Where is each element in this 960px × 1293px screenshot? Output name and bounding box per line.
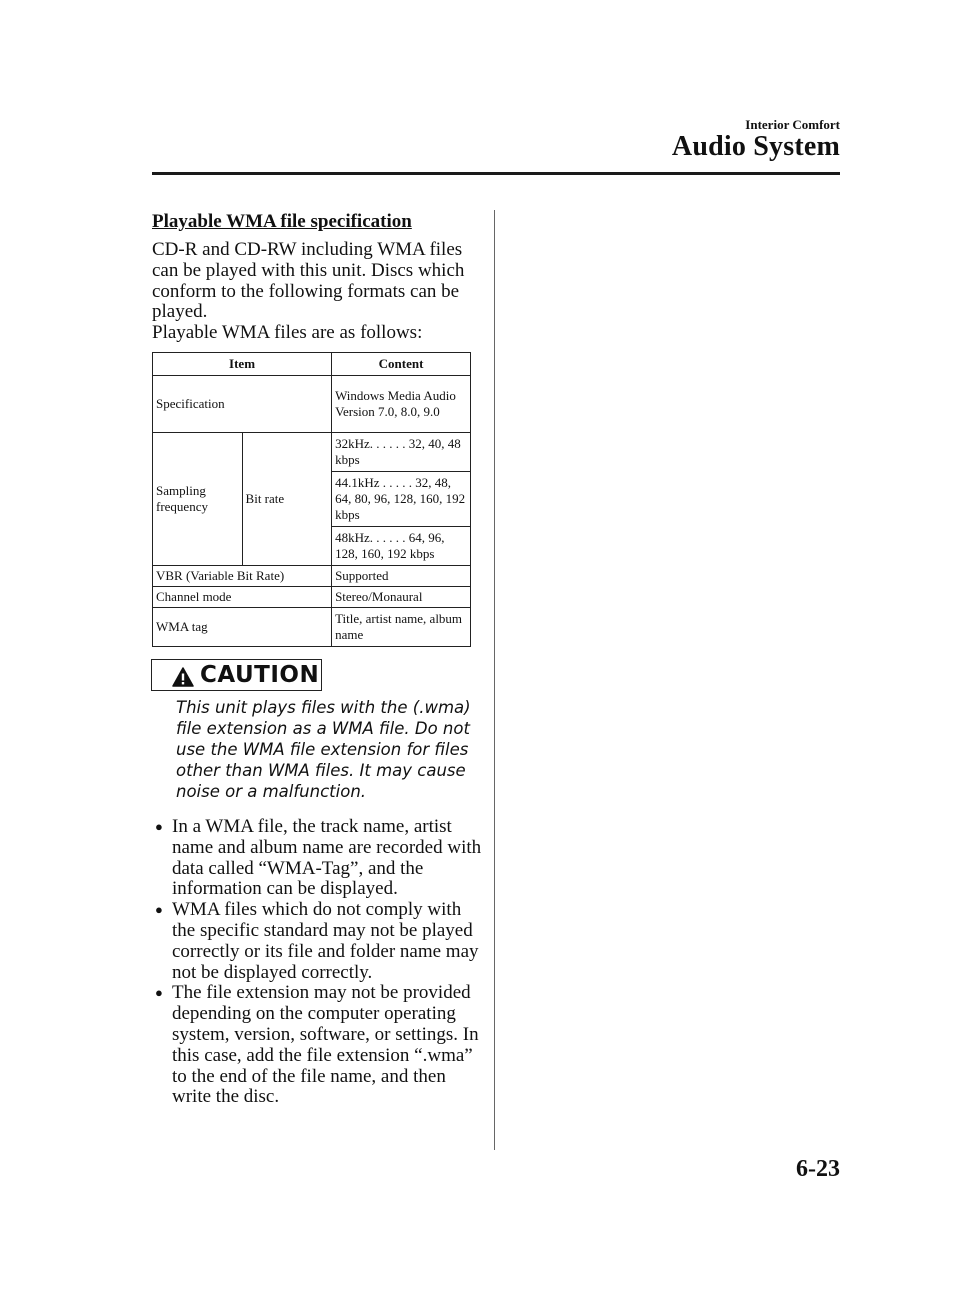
- row-label: WMA tag: [153, 608, 332, 647]
- table-row: [153, 376, 471, 433]
- row-label: VBR (Variable Bit Rate): [153, 566, 332, 587]
- list-item: [152, 983, 482, 1108]
- chapter-heading: Interior Comfort: [745, 117, 840, 132]
- row-value: 44.1kHz . . . . . 32, 48, 64, 80, 96, 128, 160, 192 kbps: [332, 472, 471, 527]
- list-item: [152, 900, 482, 983]
- page-number: 6-23: [796, 1156, 840, 1182]
- intro-paragraph: Playable WMA files are as follows:: [152, 322, 423, 344]
- column-header-item: Item: [153, 353, 332, 376]
- row-label: Sampling frequency: [153, 433, 243, 566]
- intro-text: [152, 240, 482, 344]
- bullet-icon: ●: [155, 985, 163, 1001]
- caution-label: CAUTION: [200, 662, 320, 688]
- warning-triangle-icon: [172, 667, 194, 687]
- notes-list: [152, 817, 482, 1108]
- row-value: Supported: [332, 566, 471, 587]
- table-row: [153, 587, 471, 608]
- row-value: Title, artist name, album name: [332, 608, 471, 647]
- list-item-text: In a WMA file, the track name, artist name and album name are recorded with data called “WMA-Tag”, and the information can be displayed.: [172, 816, 482, 900]
- list-item-text: WMA files which do not comply with the specific standard may not be played correctly or its file and folder name may not be displayed correctly.: [172, 899, 479, 983]
- table-row: [153, 566, 471, 587]
- table-row: [153, 608, 471, 647]
- row-label: Channel mode: [153, 587, 332, 608]
- list-item-text: The file extension may not be provided depending on the computer operating system, version, software, or settings. In this case, add the file extension “.wma” to the end of the file name, and then write the disc.: [172, 982, 479, 1108]
- intro-paragraph: CD-R and CD-RW including WMA files can be played with this unit. Discs which conform to the following formats can be played.: [152, 239, 465, 323]
- caution-paragraph: This unit plays files with the (.wma) file extension as a WMA file. Do not use the WMA file extension for files other than WMA files. It may cause noise or a malfunction.: [176, 698, 471, 801]
- row-label: Specification: [153, 376, 332, 433]
- table-header-row: [153, 353, 471, 376]
- subsection-title: Playable WMA file specification: [152, 211, 412, 232]
- list-item: [152, 817, 482, 900]
- caution-text: [176, 697, 486, 802]
- bullet-icon: ●: [155, 819, 163, 834]
- bullet-icon: ●: [155, 902, 163, 918]
- column-header-content: Content: [332, 353, 471, 376]
- row-value: 48kHz. . . . . . 64, 96, 128, 160, 192 kbps: [332, 527, 471, 566]
- row-sublabel: Bit rate: [242, 433, 332, 566]
- row-value: Windows Media Audio Version 7.0, 8.0, 9.0: [332, 376, 471, 433]
- header-divider: [152, 172, 840, 175]
- column-divider: [494, 210, 495, 1150]
- wma-spec-table: [152, 352, 471, 647]
- section-heading: Audio System: [671, 131, 840, 162]
- row-value: 32kHz. . . . . . 32, 40, 48 kbps: [332, 433, 471, 472]
- table-row: [153, 433, 471, 472]
- row-value: Stereo/Monaural: [332, 587, 471, 608]
